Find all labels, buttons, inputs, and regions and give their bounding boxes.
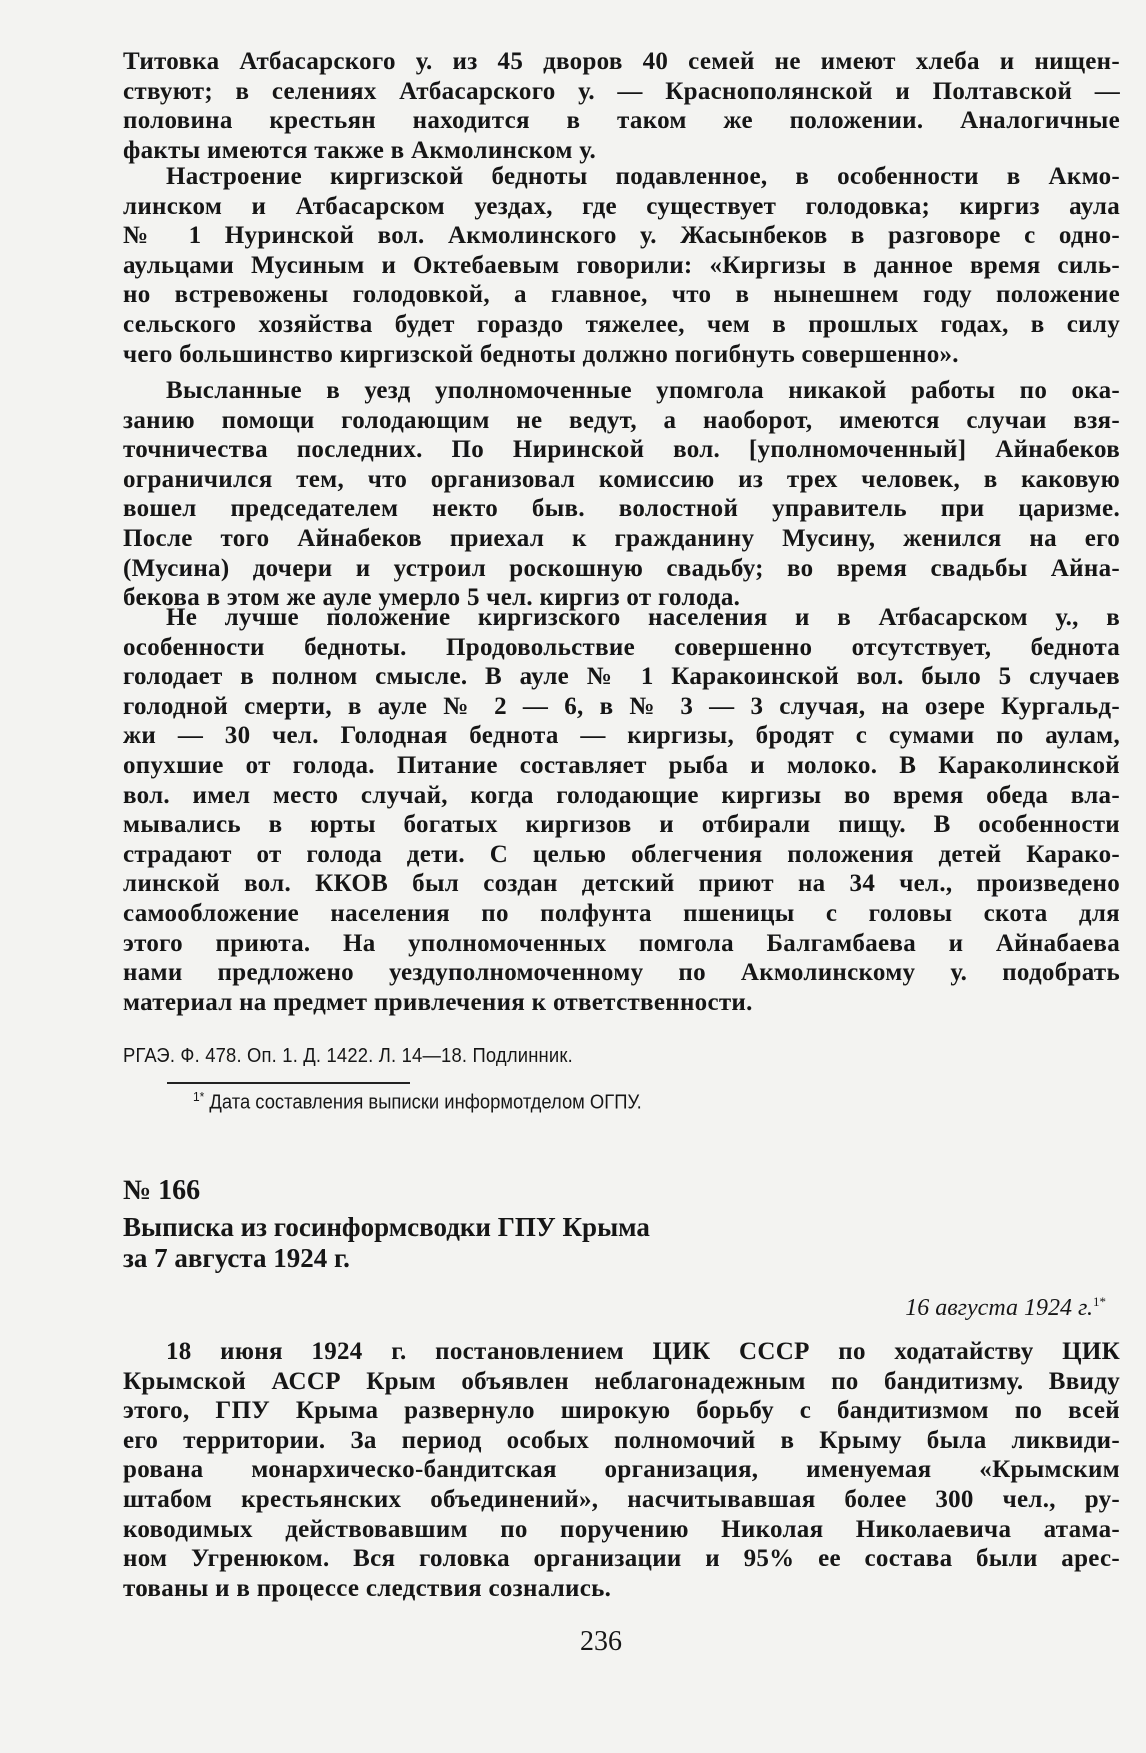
text-line: рована монархическо-бандитская организация, именуемая «Крымским (123, 1456, 1120, 1484)
footnote-marker: 1* (193, 1089, 205, 1104)
footnote-divider (167, 1082, 410, 1084)
text-line: занию помощи голодающим не ведут, а наоборот, имеются случаи взя- (123, 406, 1120, 434)
text-line: Титовка Атбасарского у. из 45 дворов 40 семей не имеют хлеба и нищен- (123, 48, 1120, 75)
paragraph-3 (123, 376, 1120, 613)
text-line: нами предложено уездуполномоченному по Акмолинскому у. подобрать (123, 959, 1120, 987)
text-line: штабом крестьянских объединений», насчитывавшая более 300 чел., ру- (123, 1485, 1120, 1513)
document-date (905, 1294, 1106, 1322)
text-line: мывались в юрты богатых киргизов и отбирали пищу. В особенности (123, 811, 1120, 839)
text-line: точничества последних. По Ниринской вол. [уполномоченный] Айнабеков (123, 436, 1120, 464)
text-line: линском и Атбасарском уездах, где существует голодовка; киргиз аула (123, 192, 1120, 220)
page-number: 236 (580, 1626, 622, 1657)
text-line: опухшие от голода. Питание составляет рыба и молоко. В Караколинской (123, 751, 1120, 779)
paragraph-2 (123, 162, 1120, 369)
paragraph-5 (123, 1337, 1120, 1603)
text-line: страдают от голода дети. С целью облегчения положения детей Карако- (123, 840, 1120, 868)
paragraph-4 (123, 603, 1120, 1017)
document-title (123, 1212, 650, 1274)
text-line: Крымской АССР Крым объявлен неблагонадежным по бандитизму. Ввиду (123, 1367, 1120, 1395)
text-line: его территории. За период особых полномочий в Крыму была ликвиди- (123, 1426, 1120, 1454)
text-line: этого, ГПУ Крыма развернуло широкую борьбу с бандитизмом по всей (123, 1397, 1120, 1425)
text-line: ководимых действовавшим по поручению Николая Николаевича атама- (123, 1515, 1120, 1543)
text-line: линской вол. ККОВ был создан детский приют на 34 чел., произведено (123, 870, 1120, 898)
text-line: ствуют; в селениях Атбасарского у. — Краснополянской и Полтавской — (123, 77, 1120, 105)
text-line: голодает в полном смысле. В ауле № 1 Каракоинской вол. было 5 случаев (123, 663, 1120, 691)
text-line: материал на предмет привлечения к ответственности. (123, 988, 753, 1016)
text-line: аульцами Мусиным и Октебаевым говорили: «Киргизы в данное время силь- (123, 251, 1120, 279)
text-line: вошел председателем некто быв. волостной управитель при царизме. (123, 495, 1120, 523)
document-date-text: 16 августа 1924 г. (905, 1295, 1093, 1321)
text-line: факты имеются также в Акмолинском у. (123, 136, 597, 164)
footnote (193, 1089, 642, 1115)
footnote-text: Дата составления выписки информотделом ОГПУ. (209, 1091, 642, 1114)
document-title-line: за 7 августа 1924 г. (123, 1243, 350, 1273)
text-line: половина крестьян находится в таком же положении. Аналогичные (123, 107, 1120, 135)
text-line: ограничился тем, что организовал комиссию из трех человек, в каковую (123, 465, 1120, 493)
text-line: После того Айнабеков приехал к гражданину Мусину, женился на его (123, 524, 1120, 552)
text-line: чего большинство киргизской бедноты должно погибнуть совершенно». (123, 340, 959, 368)
text-line: самообложение населения по полфунта пшеницы с головы скота для (123, 899, 1120, 927)
text-line: этого приюта. На уполномоченных помгола Балгамбаева и Айнабаева (123, 929, 1120, 957)
date-footnote-marker: 1* (1093, 1294, 1106, 1309)
paragraph-1 (123, 47, 1120, 165)
document-number: № 166 (123, 1175, 201, 1206)
text-line: особенности бедноты. Продовольствие совершенно отсутствует, беднота (123, 633, 1120, 661)
text-line: жи — 30 чел. Голодная беднота — киргизы, бродят с сумами по аулам, (123, 722, 1120, 750)
text-line: Настроение киргизской бедноты подавленное, в особенности в Акмо- (166, 163, 1120, 190)
text-line: Не лучше положение киргизского населения и в Атбасарском у., в (166, 604, 1120, 631)
text-line: (Мусина) дочери и устроил роскошную свадьбу; во время свадьбы Айна- (123, 554, 1120, 582)
text-line: ном Угренюком. Вся головка организации и 95% ее состава были арес- (123, 1545, 1120, 1573)
text-line: сельского хозяйства будет гораздо тяжелее, чем в прошлых годах, в силу (123, 310, 1120, 338)
document-title-line: Выписка из госинформсводки ГПУ Крыма (123, 1212, 650, 1242)
text-line: 18 июня 1924 г. постановлением ЦИК СССР по ходатайству ЦИК (166, 1338, 1120, 1365)
text-line: вол. имел место случай, когда голодающие киргизы во время обеда вла- (123, 781, 1120, 809)
text-line: голодной смерти, в ауле № 2 — 6, в № 3 — 3 случая, на озере Кургальд- (123, 692, 1120, 720)
text-line: № 1 Нуринской вол. Акмолинского у. Жасынбеков в разговоре с одно- (123, 222, 1120, 250)
text-line: бекова в этом же ауле умерло 5 чел. киргиз от голода. (123, 584, 741, 612)
text-line: но встревожены голодовкой, а главное, что в нынешнем году положение (123, 281, 1120, 309)
archive-source: РГАЭ. Ф. 478. Оп. 1. Д. 1422. Л. 14—18. Подлинник. (123, 1045, 573, 1067)
text-line: Высланные в уезд уполномоченные упомгола никакой работы по ока- (166, 377, 1120, 404)
text-line: тованы и в процессе следствия сознались. (123, 1574, 612, 1602)
